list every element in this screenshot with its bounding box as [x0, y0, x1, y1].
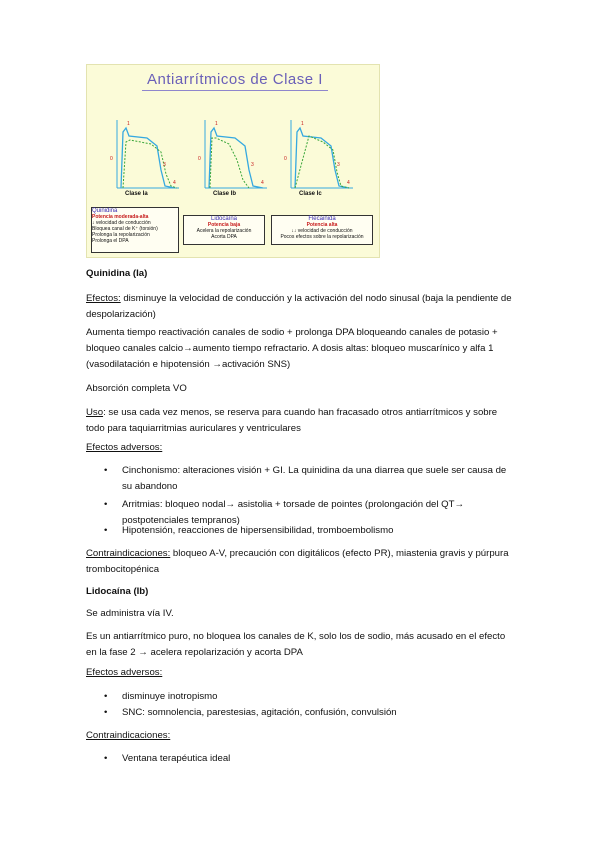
flecainida-box-line: ↓↓ velocidad de conducción	[291, 228, 353, 234]
panel-ic-label: Clase Ic	[299, 191, 322, 197]
adverse-effect-text: disminuye inotropismo	[122, 691, 218, 702]
list-item: • disminuye inotropismo	[104, 689, 514, 705]
panel-ic-trace	[284, 120, 353, 188]
flecainida-box-line: Pocos efectos sobre la repolarización	[280, 234, 364, 240]
svg-text:4: 4	[173, 180, 176, 186]
quinidina-box-line: Prolonga el DPA	[92, 238, 129, 244]
quinidina-adversos-heading: Efectos adversos:	[86, 442, 163, 453]
absorcion-paragraph: Absorción completa VO	[86, 383, 187, 394]
quinidina-box-line: Bloquea canal de K⁺ (torsión)	[92, 226, 158, 232]
quinidina-box-line: Prolonga la repolarización	[92, 232, 150, 238]
lidocaina-heading: Lidocaína (Ib)	[86, 586, 149, 597]
svg-text:1: 1	[215, 121, 218, 127]
quinidina-box-potency: Potencia moderada-alta	[92, 214, 149, 220]
svg-text:0: 0	[198, 156, 201, 162]
svg-text:3: 3	[251, 162, 254, 168]
quinidina-heading: Quinidina (Ia)	[86, 268, 148, 279]
lidocaina-contra-heading: Contraindicaciones:	[86, 730, 171, 741]
contra-label: Contraindicaciones:	[86, 548, 171, 559]
svg-text:0: 0	[110, 156, 113, 162]
panel-ia-trace	[110, 120, 179, 188]
lidocaina-box-title: Lidocaína	[210, 216, 238, 222]
quinidina-mechanism-paragraph: Aumenta tiempo reactivación canales de sodio + prolonga DPA bloqueando canales de potasio + bloqueo canales calcio→aumento tiempo refractario. A dosis altas: bloqueo muscarínico y alfa 1 (vasodilatación e hipotensión →activación SNS)	[86, 327, 498, 370]
uso-label: Uso	[86, 407, 104, 418]
uso-text: : se usa cada vez menos, se reserva para cuando han fracasado otros antiarrítmicos y sobre todo para taquiarritmias auriculares y ventriculares	[86, 407, 498, 434]
panel-ia-label: Clase Ia	[125, 191, 148, 197]
uso-paragraph	[86, 405, 516, 437]
svg-text:0: 0	[284, 156, 287, 162]
flecainida-box-potency: Potencia alta	[306, 222, 338, 228]
panel-ib-trace	[198, 120, 267, 188]
quinidina-box-line: ↓ velocidad de conducción	[92, 220, 151, 226]
adverse-effect-text: Arritmias: bloqueo nodal→ asistolia + torsade de pointes (prolongación del QT→ postpotenciales tempranos)	[122, 499, 465, 526]
contra-text: bloqueo A-V, precaución con digitálicos (efecto PR), miastenia gravis y púrpura trombocitopénica	[86, 548, 509, 575]
quinidina-efectos-paragraph	[86, 291, 516, 323]
svg-text:1: 1	[301, 121, 304, 127]
efectos-text: disminuye la velocidad de conducción y la activación del nodo sinusal (baja la pendiente de despolarización)	[86, 293, 512, 320]
lidocaina-box-potency: Potencia baja	[207, 222, 241, 228]
lidocaina-adversos-heading: Efectos adversos:	[86, 667, 163, 678]
contraindication-text: Ventana terapéutica ideal	[122, 753, 231, 764]
quinidina-contra-paragraph	[86, 546, 516, 578]
class-i-antiarrhythmics-figure	[86, 64, 380, 258]
list-item: • Cinchonismo: alteraciones visión + GI. La quinidina da una diarrea que suele ser causa de su abandono	[104, 463, 514, 495]
lidocaina-box	[183, 215, 265, 245]
svg-text:4: 4	[261, 180, 264, 186]
adverse-effect-text: Cinchonismo: alteraciones visión + GI. La quinidina da una diarrea que suele ser causa de su abandono	[122, 465, 507, 492]
lidocaina-box-line: Acorta DPA	[211, 234, 237, 240]
svg-text:4: 4	[347, 180, 350, 186]
lidocaina-mechanism-paragraph: Es un antiarrítmico puro, no bloquea los canales de K, solo los de sodio, más acusado en el efecto en la fase 2 → acelera repolarización y acorta DPA	[86, 631, 506, 658]
flecainida-box-title: Flecainida	[308, 216, 336, 222]
quinidina-box-title: Quinidina	[92, 208, 118, 214]
svg-text:3: 3	[337, 162, 340, 168]
adverse-effect-text: SNC: somnolencia, parestesias, agitación, confusión, convulsión	[122, 707, 397, 718]
lidocaina-via-paragraph: Se administra vía IV.	[86, 608, 174, 619]
list-item: • SNC: somnolencia, parestesias, agitación, confusión, convulsión	[104, 705, 514, 721]
list-item: • Ventana terapéutica ideal	[104, 751, 514, 767]
svg-text:3: 3	[163, 162, 166, 168]
quinidina-box	[91, 207, 179, 253]
efectos-label: Efectos:	[86, 293, 121, 304]
figure-title: Antiarrítmicos de Clase I	[147, 71, 323, 88]
adverse-effect-text: Hipotensión, reacciones de hipersensibilidad, tromboembolismo	[122, 525, 394, 536]
list-item: • Hipotensión, reacciones de hipersensibilidad, tromboembolismo	[104, 523, 514, 539]
lidocaina-box-line: Acelera la repolarización	[196, 228, 252, 234]
panel-ib-label: Clase Ib	[213, 191, 237, 197]
flecainida-box	[271, 215, 373, 245]
svg-text:1: 1	[127, 121, 130, 127]
list-item: • Arritmias: bloqueo nodal→ asistolia + torsade de pointes (prolongación del QT→ postpotenciales tempranos)	[104, 497, 514, 529]
